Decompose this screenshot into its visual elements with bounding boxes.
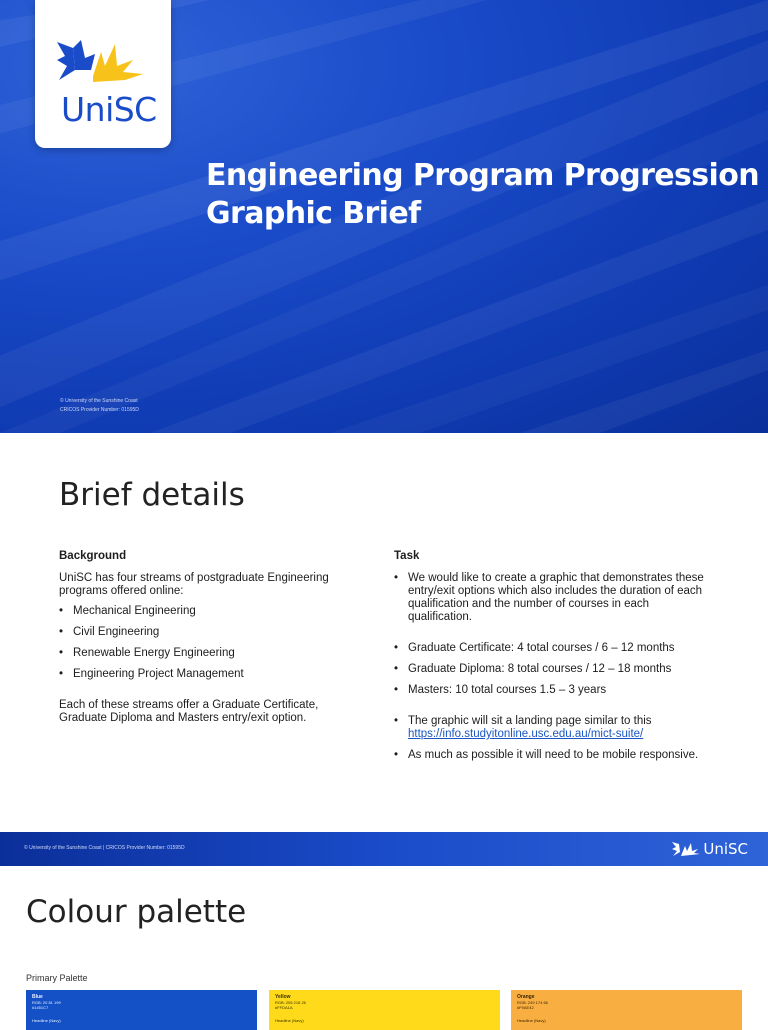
logo-card [35,0,171,148]
task-column [394,550,714,770]
footer-text: © University of the Sunshine Coast | CRICOS Provider Number: 01595D [24,845,185,851]
qualifications-list [394,642,714,697]
task-list [394,572,714,624]
footer-band [0,832,768,866]
swatch-hex: #FFDA1A [275,1005,293,1010]
swatch-blue [26,990,257,1030]
swatch-codes: RGB: 255 218 26 [275,1000,306,1005]
section-heading: Colour palette [26,894,247,930]
swatch-hex: #1451C7 [32,1005,49,1010]
cricos-text: CRICOS Provider Number: 01595D [60,407,139,413]
page-title [206,157,759,233]
swatch-label: Headline (Navy) [517,1018,546,1023]
list-item: • Masters: 10 total courses 1.5 – 3 years [394,684,714,697]
list-item: • Mechanical Engineering [59,605,359,618]
brief-details-slide [0,433,768,866]
swatch-label: Headline (Navy) [32,1018,61,1023]
footer-logo-text: UniSC [703,840,748,858]
list-item: • Graduate Diploma: 8 total courses / 12 – 18 months [394,663,714,676]
background-intro: UniSC has four streams of postgraduate Engineering programs offered online: [59,572,329,597]
background-column [59,550,359,732]
landing-text: The graphic will sit a landing page similar to this [408,715,652,727]
swatch-orange [511,990,742,1030]
swatch-hex: #F9AE42 [517,1005,534,1010]
task-heading: Task [394,550,420,562]
list-item: • Renewable Energy Engineering [59,647,359,660]
title-line-2: Graphic Brief [206,196,421,231]
swatch-codes: RGB: 249 174 66 [517,1000,548,1005]
swatch-name: Orange [517,994,535,1000]
list-item: • Civil Engineering [59,626,359,639]
logo-wordmark: UniSC [61,90,157,129]
background-heading: Background [59,550,127,562]
title-footer [60,397,139,415]
title-line-1: Engineering Program Progression [206,158,759,193]
primary-palette-label: Primary Palette [26,973,88,983]
section-heading: Brief details [59,477,245,513]
list-item [394,715,714,741]
swatch-yellow [269,990,500,1030]
swatch-name: Yellow [275,994,291,1000]
list-item: • Engineering Project Management [59,668,359,681]
list-item: • As much as possible it will need to be mobile responsive. [394,749,714,762]
colour-palette-slide [0,866,768,1024]
unisc-sun-logo-icon [53,38,153,93]
copyright-text: © University of the Sunshine Coast [60,398,138,404]
landing-list [394,715,714,762]
streams-list [59,605,359,681]
footer-logo [672,840,748,858]
landing-page-link[interactable]: https://info.studyitonline.usc.edu.au/mict-suite/ [408,728,644,740]
swatch-name: Blue [32,994,43,1000]
list-item: • We would like to create a graphic that demonstrates these entry/exit options which also includes the duration of each qualification and the number of courses in each qualification. [394,572,714,624]
background-note: Each of these streams offer a Graduate Certificate, Graduate Diploma and Masters entry/exit option. [59,699,319,724]
unisc-sun-logo-icon [672,841,700,857]
list-item: • Graduate Certificate: 4 total courses / 6 – 12 months [394,642,714,655]
swatch-label: Headline (Navy) [275,1018,304,1023]
swatch-codes: RGB: 20 81 199 [32,1000,61,1005]
title-slide [0,0,768,433]
